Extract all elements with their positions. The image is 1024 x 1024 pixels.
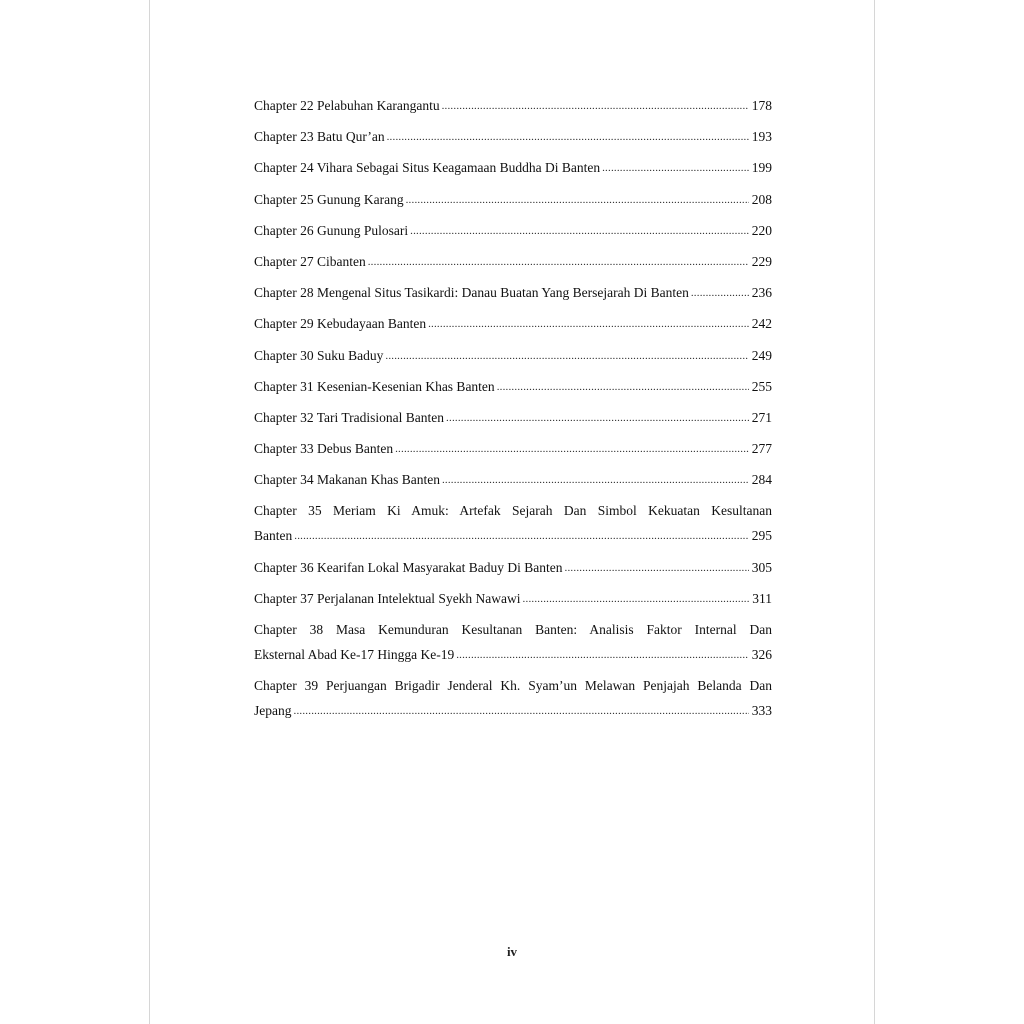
toc-entry-title: Chapter 37 Perjalanan Intelektual Syekh Nawawi [254,590,521,606]
toc-entry-title: Chapter 30 Suku Baduy [254,347,384,363]
dot-leader [442,95,749,116]
toc-entry-page: 295 [751,528,772,544]
toc-entry-25[interactable] [254,190,772,209]
toc-entry-page: 333 [751,703,772,719]
toc-entry-page: 284 [751,472,772,488]
toc-entry-title: Chapter 31 Kesenian-Kesenian Khas Banten [254,378,495,394]
toc-entry-24[interactable] [254,158,772,177]
toc-entry-page: 229 [751,253,772,269]
dot-leader [446,407,749,428]
toc-entry-38[interactable] [254,620,772,664]
toc-entry-title: Chapter 29 Kebudayaan Banten [254,316,427,332]
toc-entry-page: 242 [751,316,772,332]
toc-entry-35[interactable] [254,501,772,545]
toc-entry-29[interactable] [254,314,772,333]
dot-leader [406,189,749,210]
toc-entry-33[interactable] [254,439,772,458]
dot-leader [294,525,749,546]
toc-entry-page: 199 [751,160,772,176]
dot-leader [385,345,748,366]
toc-entry-page: 236 [751,285,772,301]
dot-leader [497,376,749,397]
toc-entry-26[interactable] [254,221,772,240]
toc-entry-page: 255 [751,378,772,394]
toc-entry-title-line1: Chapter 38 Masa Kemunduran Kesultanan Banten: Analisis Faktor Internal Dan [254,622,772,637]
toc-entry-title: Chapter 26 Gunung Pulosari [254,222,409,238]
toc-entry-title-line2: Jepang [254,703,292,719]
toc-entry-31[interactable] [254,377,772,396]
toc-entry-page: 249 [751,347,772,363]
dot-leader [456,644,749,665]
toc-entry-title: Chapter 33 Debus Banten [254,441,394,457]
toc-entry-page: 271 [751,409,772,425]
toc-entry-title-line1: Chapter 35 Meriam Ki Amuk: Artefak Sejarah Dan Simbol Kekuatan Kesultanan [254,503,772,519]
toc-entry-title-line1: Chapter 39 Perjuangan Brigadir Jenderal Kh. Syam’un Melawan Penjajah Belanda Dan [254,678,772,694]
toc-entry-22[interactable] [254,96,772,115]
page-number: iv [506,944,518,959]
toc-entry-title: Chapter 27 Cibanten [254,253,366,269]
dot-leader [565,557,749,578]
toc-entry-27[interactable] [254,252,772,271]
toc-entry-title: Chapter 32 Tari Tradisional Banten [254,409,445,425]
toc-entry-page: 311 [752,590,772,606]
toc-entry-title: Chapter 25 Gunung Karang [254,191,404,207]
dot-leader [294,700,749,721]
document-page [149,0,875,1024]
toc-entry-page: 220 [751,222,772,238]
toc-entry-title: Chapter 23 Batu Qur’an [254,129,385,145]
dot-leader [387,126,749,147]
dot-leader [395,438,749,459]
toc-entry-39[interactable] [254,676,772,720]
toc-entry-title: Chapter 28 Mengenal Situs Tasikardi: Danau Buatan Yang Bersejarah Di Banten [254,285,689,301]
toc-entry-37[interactable] [254,589,772,608]
table-of-contents [254,96,772,732]
toc-entry-page: 326 [751,647,772,662]
dot-leader [691,282,749,303]
toc-entry-page: 305 [751,559,772,575]
toc-entry-36[interactable] [254,558,772,577]
toc-entry-title-line2: Eksternal Abad Ke-17 Hingga Ke-19 [254,647,455,662]
toc-entry-page: 208 [751,191,772,207]
toc-entry-title: Chapter 22 Pelabuhan Karangantu [254,98,440,113]
toc-entry-title: Chapter 36 Kearifan Lokal Masyarakat Baduy Di Banten [254,559,563,575]
dot-leader [428,313,749,334]
toc-entry-title: Chapter 24 Vihara Sebagai Situs Keagamaan Buddha Di Banten [254,160,601,176]
dot-leader [442,469,749,490]
dot-leader [602,157,749,178]
dot-leader [410,220,749,241]
toc-entry-page: 178 [751,98,772,113]
dot-leader [368,251,749,272]
dot-leader [523,588,750,609]
toc-entry-30[interactable] [254,346,772,365]
toc-entry-23[interactable] [254,127,772,146]
toc-entry-32[interactable] [254,408,772,427]
toc-entry-title: Chapter 34 Makanan Khas Banten [254,472,440,488]
toc-entry-34[interactable] [254,470,772,489]
toc-entry-title-line2: Banten [254,528,293,544]
toc-entry-page: 277 [751,441,772,457]
toc-entry-page: 193 [751,129,772,145]
toc-entry-28[interactable] [254,283,772,302]
